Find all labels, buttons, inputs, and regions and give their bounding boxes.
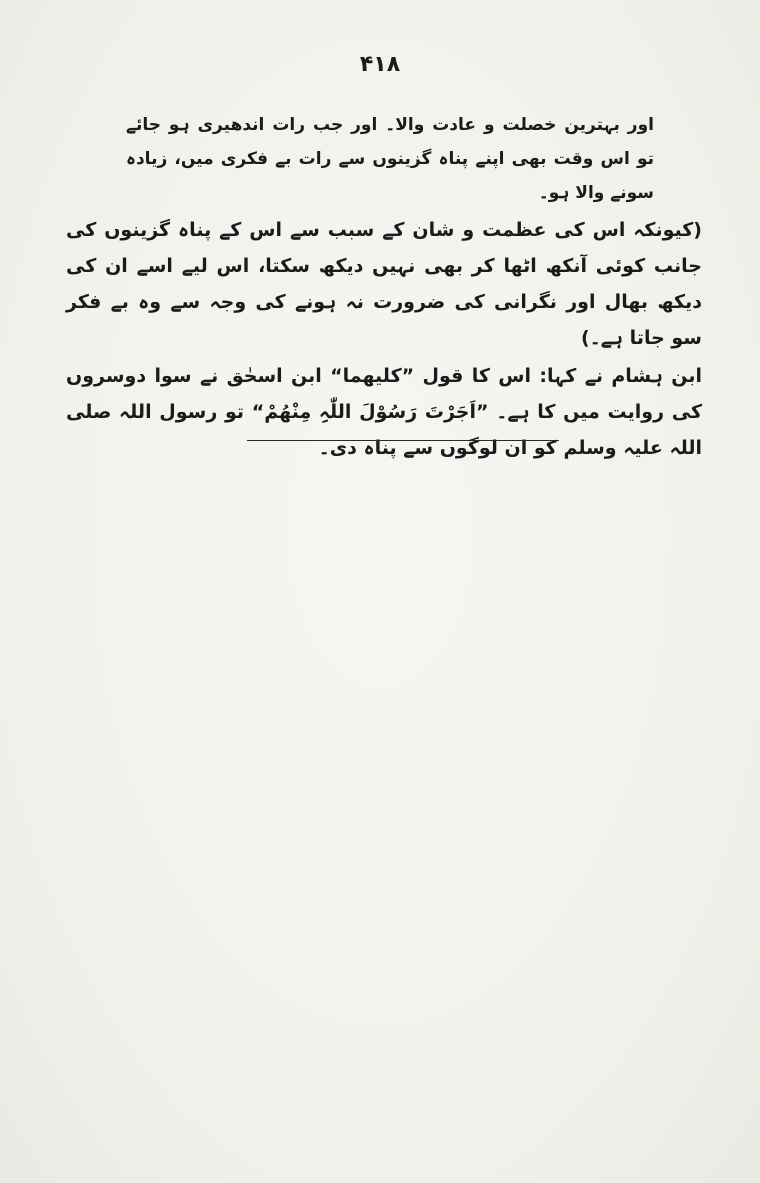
body-text <box>66 108 702 466</box>
paragraph-1: اور بہترین خصلت و عادت والا۔ اور جب رات اندھیری ہو جائے تو اس وقت بھی اپنے پناہ گزینوں سے رات بے فکری میں، زیادہ سونے والا ہو۔ <box>126 115 654 203</box>
end-divider <box>247 440 559 441</box>
page-number: ۴۱۸ <box>359 52 401 77</box>
paragraph-3: ابن ہشام نے کہا: اس کا قول ”کلیھما“ ابن اسحٰق نے سوا دوسروں کی روایت میں کا ہے۔ ”اَجَرْتَ رَسُوْلَ اللّٰہِ مِنْھُمْ“ تو رسول اللہ صلی اللہ علیہ وسلم کو ان لوگوں سے پناہ دی۔ <box>66 365 702 459</box>
paragraph-2: (کیونکہ اس کی عظمت و شان کے سبب سے اس کے پناہ گزینوں کی جانب کوئی آنکھ اٹھا کر بھی نہیں دیکھ سکتا، اس لیے اسے ان کی دیکھ بھال اور نگرانی کی ضرورت نہ ہونے کی وجہ سے وہ بے فکر سو جاتا ہے۔) <box>66 219 702 349</box>
